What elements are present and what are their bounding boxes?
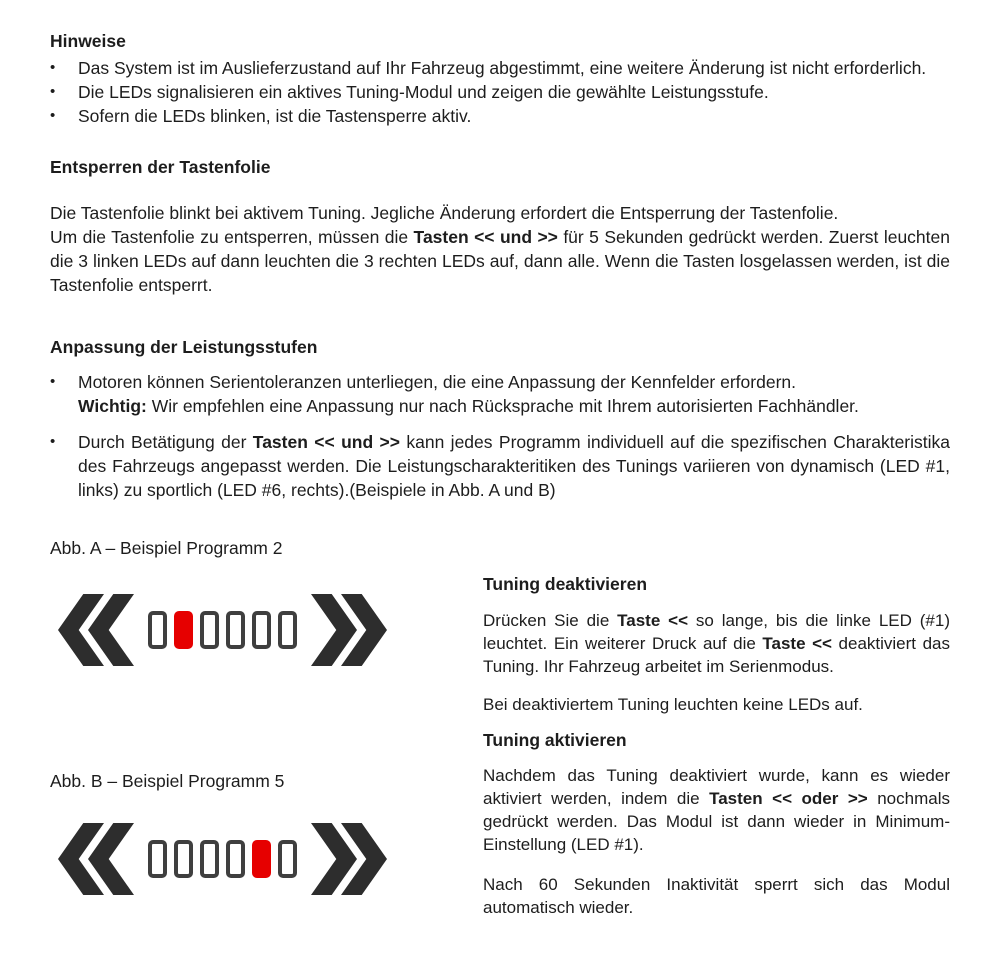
unlock-paragraph	[50, 201, 950, 297]
bullet-text	[78, 430, 950, 502]
entsperren-title: Entsperren der Tastenfolie	[50, 157, 271, 177]
figures-column	[50, 536, 483, 919]
instructions-column	[483, 573, 950, 919]
bullet-item	[50, 430, 950, 502]
bullet-item	[50, 104, 950, 128]
section-hinweise	[50, 30, 950, 128]
section-anpassung	[50, 336, 950, 502]
keys-bold: Tasten << und >>	[252, 432, 400, 452]
adjust-pre: Durch Betätigung der	[78, 432, 253, 452]
deactivate-text: deaktiviert das Tuning. Ihr Fahrzeug arbeitet im Serienmodus.	[483, 634, 950, 676]
key-bold: Taste <<	[617, 611, 689, 630]
tuning-aktivieren-title: Tuning aktivieren	[483, 730, 627, 750]
activate-text: nochmals gedrückt werden. Das Modul ist dann wieder in Minimum-Einstellung (LED #1).	[483, 789, 950, 854]
bullet-item	[50, 80, 950, 104]
anpassung-title: Anpassung der Leistungsstufen	[50, 337, 318, 357]
hinweise-bullets	[50, 56, 950, 128]
unlock-post: für 5 Sekunden gedrückt werden. Zuerst leuchten die 3 linken LEDs auf dann leuchten die 3 rechten LEDs auf, dann alle. Wenn die Tasten losgelassen werden, ist die Tastenfolie entsperrt.	[50, 227, 950, 295]
led-off-indicator	[148, 840, 167, 878]
bullet-text	[78, 370, 950, 418]
chevrons-left	[58, 594, 134, 666]
bullet-text: Sofern die LEDs blinken, ist die Tastensperre aktiv.	[78, 106, 472, 126]
bullet-text: Die LEDs signalisieren ein aktives Tuning-Modul und zeigen die gewählte Leistungsstufe.	[78, 82, 769, 102]
tolerances-line: Motoren können Serientoleranzen unterliegen, die eine Anpassung der Kennfelder erfordern.	[78, 372, 796, 392]
led-row	[148, 611, 297, 649]
figure-a-graphic	[58, 594, 483, 666]
keys-bold: Tasten << oder >>	[709, 789, 868, 808]
led-row	[148, 840, 297, 878]
section-entsperren	[50, 156, 950, 297]
chevrons-right	[311, 823, 387, 895]
bullet-item	[50, 56, 950, 80]
led-off-indicator	[226, 611, 245, 649]
led-off-indicator	[278, 840, 297, 878]
figure-b-graphic	[58, 823, 483, 895]
led-off-indicator	[252, 611, 271, 649]
led-off-indicator	[200, 840, 219, 878]
auto-lock-paragraph: Nach 60 Sekunden Inaktivität sperrt sich das Modul automatisch wieder.	[483, 875, 950, 917]
figure-b-label: Abb. B – Beispiel Programm 5	[50, 771, 285, 791]
led-on-indicator	[252, 840, 271, 878]
led-on-indicator	[174, 611, 193, 649]
bullet-icon: •	[50, 433, 56, 450]
bullet-text: Das System ist im Auslieferzustand auf Ihr Fahrzeug abgestimmt, eine weitere Änderung ist nicht erforderlich.	[78, 58, 927, 78]
deactivate-paragraph	[483, 609, 950, 678]
wichtig-rest: Wir empfehlen eine Anpassung nur nach Rücksprache mit Ihrem autorisierten Fachhändler.	[146, 396, 859, 416]
deactivate-text: so lange, bis die linke LED (#1) leuchtet. Ein weiterer Druck auf die	[483, 611, 950, 653]
key-bold: Taste <<	[762, 634, 832, 653]
bullet-icon: •	[50, 107, 56, 124]
figures-area	[50, 536, 950, 919]
chevrons-right	[311, 594, 387, 666]
bullet-icon: •	[50, 83, 56, 100]
activate-paragraph	[483, 764, 950, 856]
led-off-indicator	[174, 840, 193, 878]
led-off-indicator	[278, 611, 297, 649]
unlock-pre: Um die Tastenfolie zu entsperren, müssen die	[50, 227, 414, 247]
led-off-indicator	[148, 611, 167, 649]
led-off-indicator	[226, 840, 245, 878]
no-leds-paragraph: Bei deaktiviertem Tuning leuchten keine LEDs auf.	[483, 695, 863, 714]
bullet-icon: •	[50, 373, 56, 390]
adjust-post: kann jedes Programm individuell auf die spezifischen Charakteristika des Fahrzeugs angepasst werden. Die Leistungscharakteritiken des Tunings variieren von dynamisch (LED #1, links) zu sportlich (LED #6, rechts).(Beispiele in Abb. A und B)	[78, 432, 951, 500]
bullet-item	[50, 370, 950, 418]
unlock-line1: Die Tastenfolie blinkt bei aktivem Tuning. Jegliche Änderung erfordert die Entsperrung der Tastenfolie.	[50, 203, 839, 223]
tuning-deaktivieren-title: Tuning deaktivieren	[483, 574, 648, 594]
bullet-icon: •	[50, 59, 56, 76]
hinweise-title: Hinweise	[50, 31, 126, 51]
led-off-indicator	[200, 611, 219, 649]
keys-bold: Tasten << und >>	[413, 227, 558, 247]
deactivate-text: Drücken Sie die	[483, 611, 618, 630]
activate-text: Nachdem das Tuning deaktiviert wurde, kann es wieder aktiviert werden, indem die	[483, 766, 950, 808]
chevrons-left	[58, 823, 134, 895]
wichtig-bold: Wichtig:	[78, 396, 147, 416]
figure-a-label: Abb. A – Beispiel Programm 2	[50, 538, 283, 558]
